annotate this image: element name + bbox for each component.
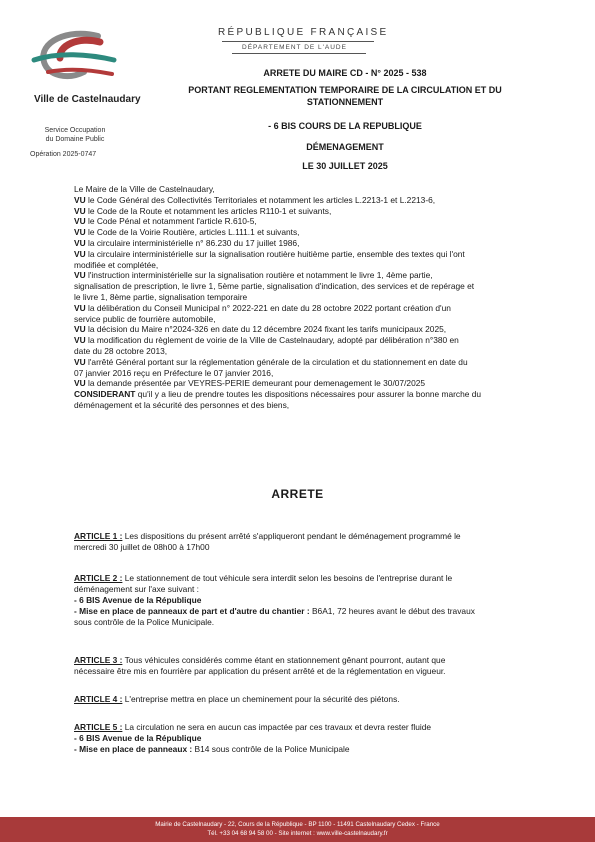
preamble-text: le Code Pénal et notamment l'article R.610-5, [87, 216, 257, 227]
preamble-keyword: VU [74, 356, 86, 367]
article-heading: ARTICLE 5 : [74, 722, 123, 732]
article-1 [74, 531, 560, 553]
preamble-item [74, 303, 560, 314]
republic-heading: RÉPUBLIQUE FRANÇAISE [218, 27, 389, 38]
preamble-item [74, 260, 560, 271]
preamble-text: le Code de la Route et notamment les articles R110-1 et suivants, [87, 205, 332, 216]
article-text: nécessaire être mis en fourrière par application du présent arrêté et de la réglementation en vigueur. [74, 666, 446, 676]
article-text: Tous véhicules considérés comme étant en stationnement gênant pourront, autant que [124, 655, 446, 665]
preamble-text: la décision du Maire n°2024-326 en date du 12 décembre 2024 fixant les tarifs municipaux 2025, [87, 324, 447, 335]
preamble-text: service public de fourrière automobile, [74, 313, 216, 324]
preamble-text: l'instruction interministérielle sur la signalisation routière et notamment le livre 1, 4ème partie, [87, 270, 433, 281]
preamble-item [74, 249, 560, 260]
preamble [74, 184, 560, 411]
preamble-keyword: VU [74, 237, 86, 248]
service-name [30, 126, 120, 144]
article-3 [74, 655, 560, 677]
preamble-text: la circulaire interministérielle sur la signalisation routière huitième partie, ensemble des textes qui l'ont [87, 248, 465, 259]
preamble-item [74, 281, 560, 292]
footer-contact: Tél. +33 04 68 94 58 00 - Site internet : www.ville-castelnaudary.fr [207, 830, 388, 837]
preamble-keyword: VU [74, 270, 86, 281]
preamble-keyword: VU [74, 248, 86, 259]
preamble-item [74, 378, 560, 389]
preamble-item [74, 400, 560, 411]
preamble-text: le Code Général des Collectivités Territoriales et notamment les articles L.2213-1 et L.2213-6, [87, 194, 436, 205]
article-5 [74, 722, 560, 755]
decree-address: - 6 BIS COURS DE LA REPUBLIQUE [268, 121, 422, 131]
article-text: - Mise en place de panneaux de part et d'autre du chantier : [74, 606, 310, 616]
preamble-intro: Le Maire de la Ville de Castelnaudary, [74, 184, 215, 194]
subject-line-2: STATIONNEMENT [306, 97, 384, 107]
decree-date: LE 30 JUILLET 2025 [302, 161, 388, 171]
preamble-text: la délibération du Conseil Municipal n° 2022-221 en date du 28 octobre 2022 portant création d'un [87, 302, 451, 313]
preamble-item [74, 335, 560, 346]
decree-subject [150, 84, 540, 108]
preamble-item [74, 227, 560, 238]
article-text: B6A1, 72 heures avant le début des travaux [311, 606, 475, 616]
article-text: Le stationnement de tout véhicule sera interdit selon les besoins de l'entreprise durant le [124, 573, 453, 583]
article-text: - 6 BIS Avenue de la République [74, 733, 202, 743]
preamble-item [74, 314, 560, 325]
page-footer [0, 817, 595, 842]
footer-address: Mairie de Castelnaudary - 22, Cours de la République - BP 1100 - 11491 Castelnaudary Cedex - France [155, 821, 440, 828]
preamble-text: la circulaire interministérielle n° 86.230 du 17 juillet 1986, [87, 237, 300, 248]
preamble-text: le Code de la Voirie Routière, articles L.111.1 et suivants, [87, 227, 300, 238]
article-text: Les dispositions du présent arrêté s'appliqueront pendant le déménagement programmé le [124, 531, 461, 541]
preamble-keyword: VU [74, 227, 86, 238]
preamble-item [74, 292, 560, 303]
article-text: mercredi 30 juillet de 08h00 à 17h00 [74, 542, 210, 552]
preamble-text: date du 28 octobre 2013, [74, 345, 168, 356]
article-text: - Mise en place de panneaux : [74, 744, 193, 754]
preamble-item [74, 368, 560, 379]
preamble-keyword: VU [74, 205, 86, 216]
preamble-text: qu'il y a lieu de prendre toutes les dispositions nécessaires pour assurer la bonne marche du [137, 389, 482, 400]
preamble-item [74, 206, 560, 217]
preamble-keyword: VU [74, 216, 86, 227]
decree-number: ARRETE DU MAIRE CD - N° 2025 - 538 [263, 68, 427, 78]
preamble-text: le livre 1, 8ème partie, signalisation temporaire [74, 291, 248, 302]
heading-rule [222, 41, 374, 42]
preamble-item [74, 270, 560, 281]
preamble-text: signalisation de prescription, le livre 1, 5ème partie, signalisation d'indication, des services et de repérage et [74, 281, 475, 292]
service-line-2: du Domaine Public [45, 136, 105, 143]
article-text: La circulation ne sera en aucun cas impactée par ces travaux et devra rester fluide [124, 722, 432, 732]
article-text: - 6 BIS Avenue de la République [74, 595, 202, 605]
preamble-text: déménagement et la sécurité des personnes et des biens, [74, 399, 290, 410]
article-text: déménagement sur l'axe suivant : [74, 584, 199, 594]
preamble-keyword: VU [74, 302, 86, 313]
department-rule [232, 53, 366, 54]
preamble-item [74, 357, 560, 368]
preamble-text: la modification du règlement de voirie de la Ville de Castelnaudary, adopté par délibération n°380 en [87, 335, 459, 346]
article-text: B14 sous contrôle de la Police Municipale [194, 744, 350, 754]
decree-event: DÉMENAGEMENT [306, 142, 384, 152]
preamble-list [74, 195, 560, 411]
preamble-item [74, 216, 560, 227]
operation-number: Opération 2025-0747 [30, 151, 97, 158]
article-heading: ARTICLE 1 : [74, 531, 123, 541]
preamble-keyword: VU [74, 335, 86, 346]
article-2 [74, 573, 560, 628]
preamble-item [74, 238, 560, 249]
article-4 [74, 694, 560, 705]
preamble-item [74, 324, 560, 335]
article-heading: ARTICLE 3 : [74, 655, 123, 665]
preamble-item [74, 346, 560, 357]
service-line-1: Service Occupation [44, 127, 106, 134]
organization-name: Ville de Castelnaudary [34, 94, 141, 105]
preamble-keyword: VU [74, 324, 86, 335]
preamble-keyword: CONSIDERANT [74, 389, 136, 400]
article-heading: ARTICLE 2 : [74, 573, 123, 583]
article-text: sous contrôle de la Police Municipale. [74, 617, 215, 627]
preamble-item [74, 195, 560, 206]
article-text: L'entreprise mettra en place un cheminement pour la sécurité des piétons. [124, 694, 400, 704]
preamble-item [74, 389, 560, 400]
department-heading: DÉPARTEMENT DE L'AUDE [242, 44, 347, 51]
preamble-text: modifiée et complétée, [74, 259, 159, 270]
arrete-title: ARRETE [271, 487, 324, 501]
preamble-keyword: VU [74, 194, 86, 205]
preamble-text: la demande présentée par VEYRES-PERIE demeurant pour demenagement le 30/07/2025 [87, 378, 426, 389]
preamble-text: 07 janvier 2016 reçu en Préfecture le 07 janvier 2016, [74, 367, 274, 378]
article-heading: ARTICLE 4 : [74, 694, 123, 704]
subject-line-1: PORTANT REGLEMENTATION TEMPORAIRE DE LA CIRCULATION ET DU [188, 85, 502, 95]
preamble-text: l'arrêté Général portant sur la réglementation générale de la circulation et du stationnement en date du [87, 356, 468, 367]
preamble-keyword: VU [74, 378, 86, 389]
